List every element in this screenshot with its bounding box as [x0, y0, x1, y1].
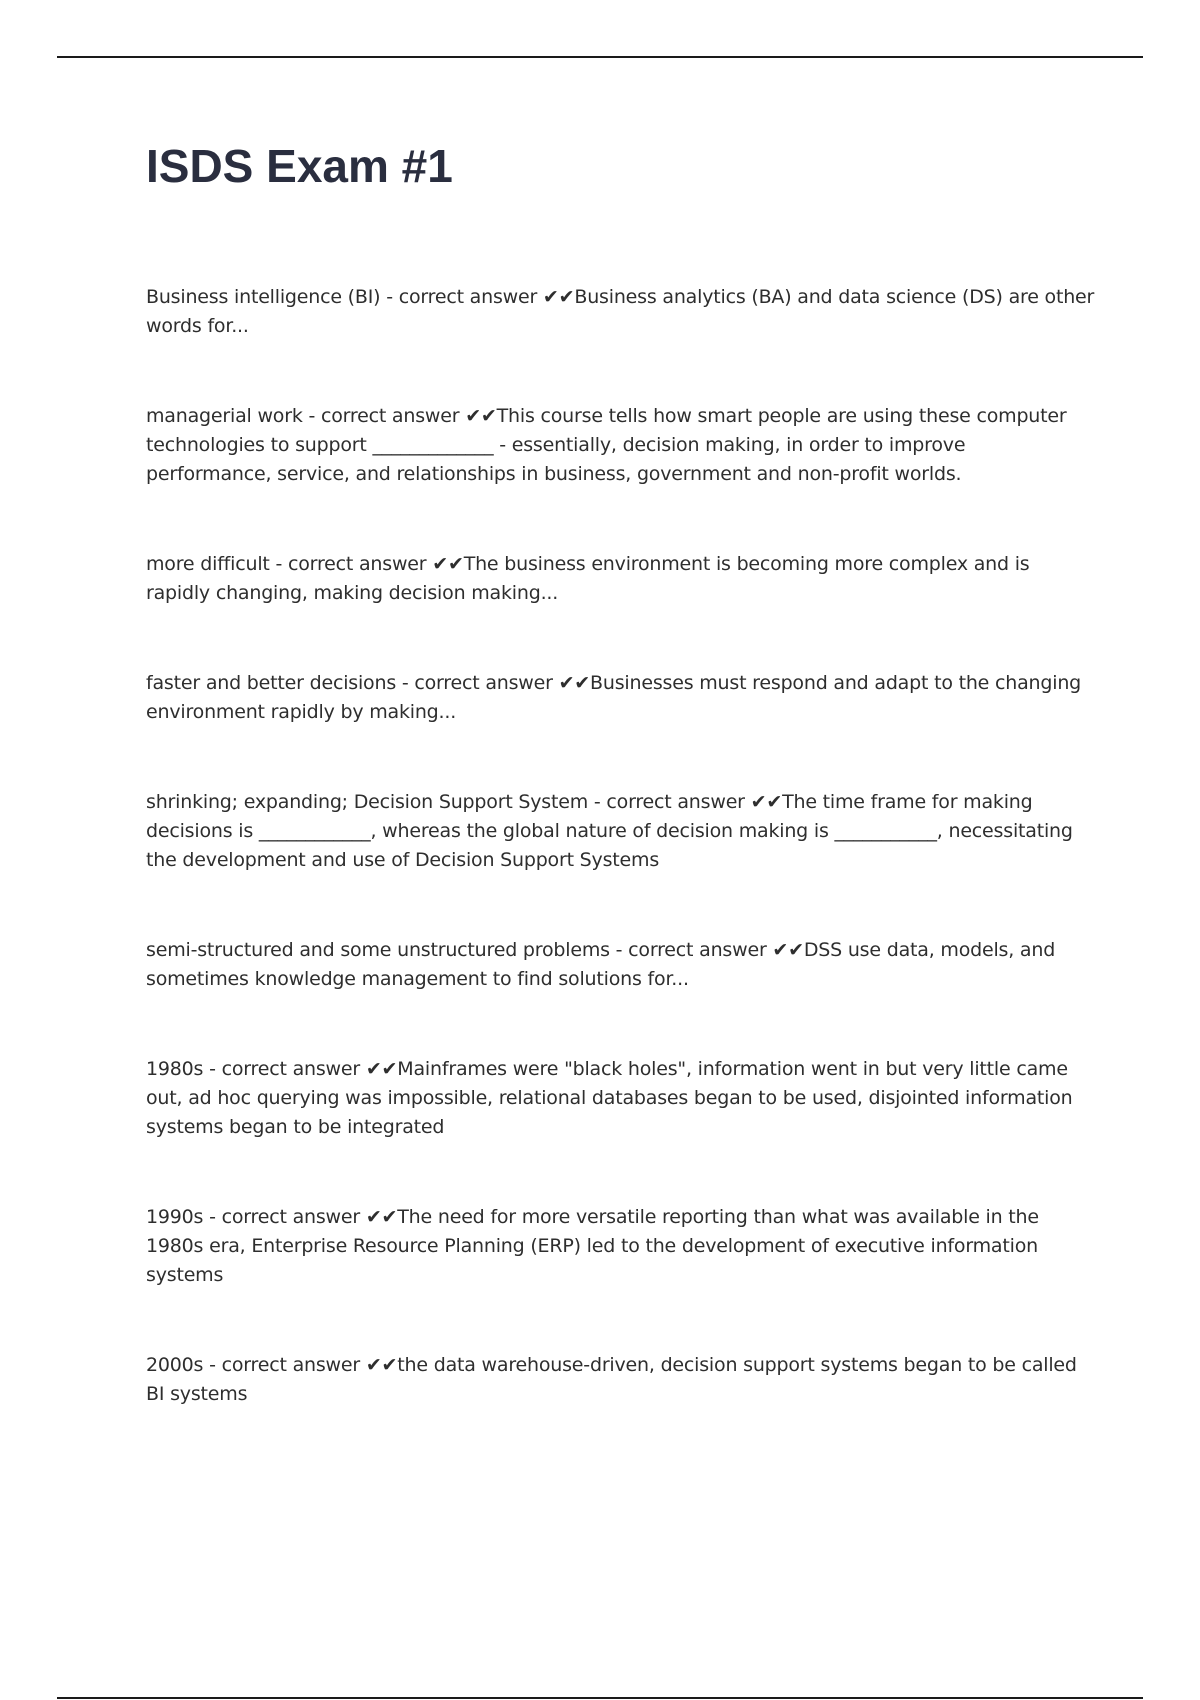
qa-definition: The business environment is becoming more complex and is rapidly changing, making decision making... [146, 552, 1030, 604]
answer-marker: - correct answer ✔✔ [203, 1353, 398, 1376]
qa-item [146, 788, 1096, 875]
qa-term: faster and better decisions [146, 671, 397, 694]
answer-marker: - correct answer ✔✔ [609, 938, 804, 961]
qa-term: Business intelligence (BI) [146, 285, 381, 308]
qa-definition: the data warehouse-driven, decision support systems began to be called BI systems [146, 1353, 1077, 1405]
qa-term: 1980s [146, 1057, 204, 1080]
qa-term: 2000s [146, 1353, 204, 1376]
qa-item [146, 936, 1096, 994]
qa-definition: The need for more versatile reporting than what was available in the 1980s era, Enterprise Resource Planning (ERP) led to the development of executive information systems [146, 1205, 1039, 1286]
qa-term: shrinking; expanding; Decision Support System [146, 790, 589, 813]
answer-marker: - correct answer ✔✔ [269, 552, 464, 575]
qa-item [146, 550, 1096, 608]
qa-item [146, 1351, 1096, 1409]
answer-marker: - correct answer ✔✔ [302, 404, 497, 427]
qa-definition: Mainframes were "black holes", information went in but very little came out, ad hoc querying was impossible, relational databases began to be used, disjointed information systems began to be integrated [146, 1057, 1073, 1138]
qa-definition: Business analytics (BA) and data science (DS) are other words for... [146, 285, 1095, 337]
document-body [146, 140, 1096, 1470]
top-rule [57, 56, 1143, 58]
qa-item [146, 402, 1096, 489]
qa-definition: Businesses must respond and adapt to the changing environment rapidly by making... [146, 671, 1082, 723]
page-title: ISDS Exam #1 [146, 140, 453, 192]
qa-term: semi-structured and some unstructured problems [146, 938, 610, 961]
qa-definition: DSS use data, models, and sometimes knowledge management to find solutions for... [146, 938, 1056, 990]
qa-item [146, 669, 1096, 727]
qa-definition: This course tells how smart people are using these computer technologies to support _____________ - essentially, decision making, in order to improve performance, service, and relationships in business, government and non-profit worlds. [146, 404, 1067, 485]
qa-term: more difficult [146, 552, 270, 575]
answer-marker: - correct answer ✔✔ [380, 285, 575, 308]
answer-marker: - correct answer ✔✔ [203, 1205, 398, 1228]
qa-definition: The time frame for making decisions is ____________, whereas the global nature of decision making is ___________, necessitating the development and use of Decision Support Systems [146, 790, 1073, 871]
answer-marker: - correct answer ✔✔ [396, 671, 591, 694]
qa-list [146, 283, 1096, 1409]
bottom-rule [57, 1697, 1143, 1699]
qa-item [146, 1055, 1096, 1142]
answer-marker: - correct answer ✔✔ [588, 790, 783, 813]
qa-term: 1990s [146, 1205, 204, 1228]
answer-marker: - correct answer ✔✔ [203, 1057, 398, 1080]
qa-item [146, 283, 1096, 341]
qa-term: managerial work [146, 404, 303, 427]
qa-item [146, 1203, 1096, 1290]
